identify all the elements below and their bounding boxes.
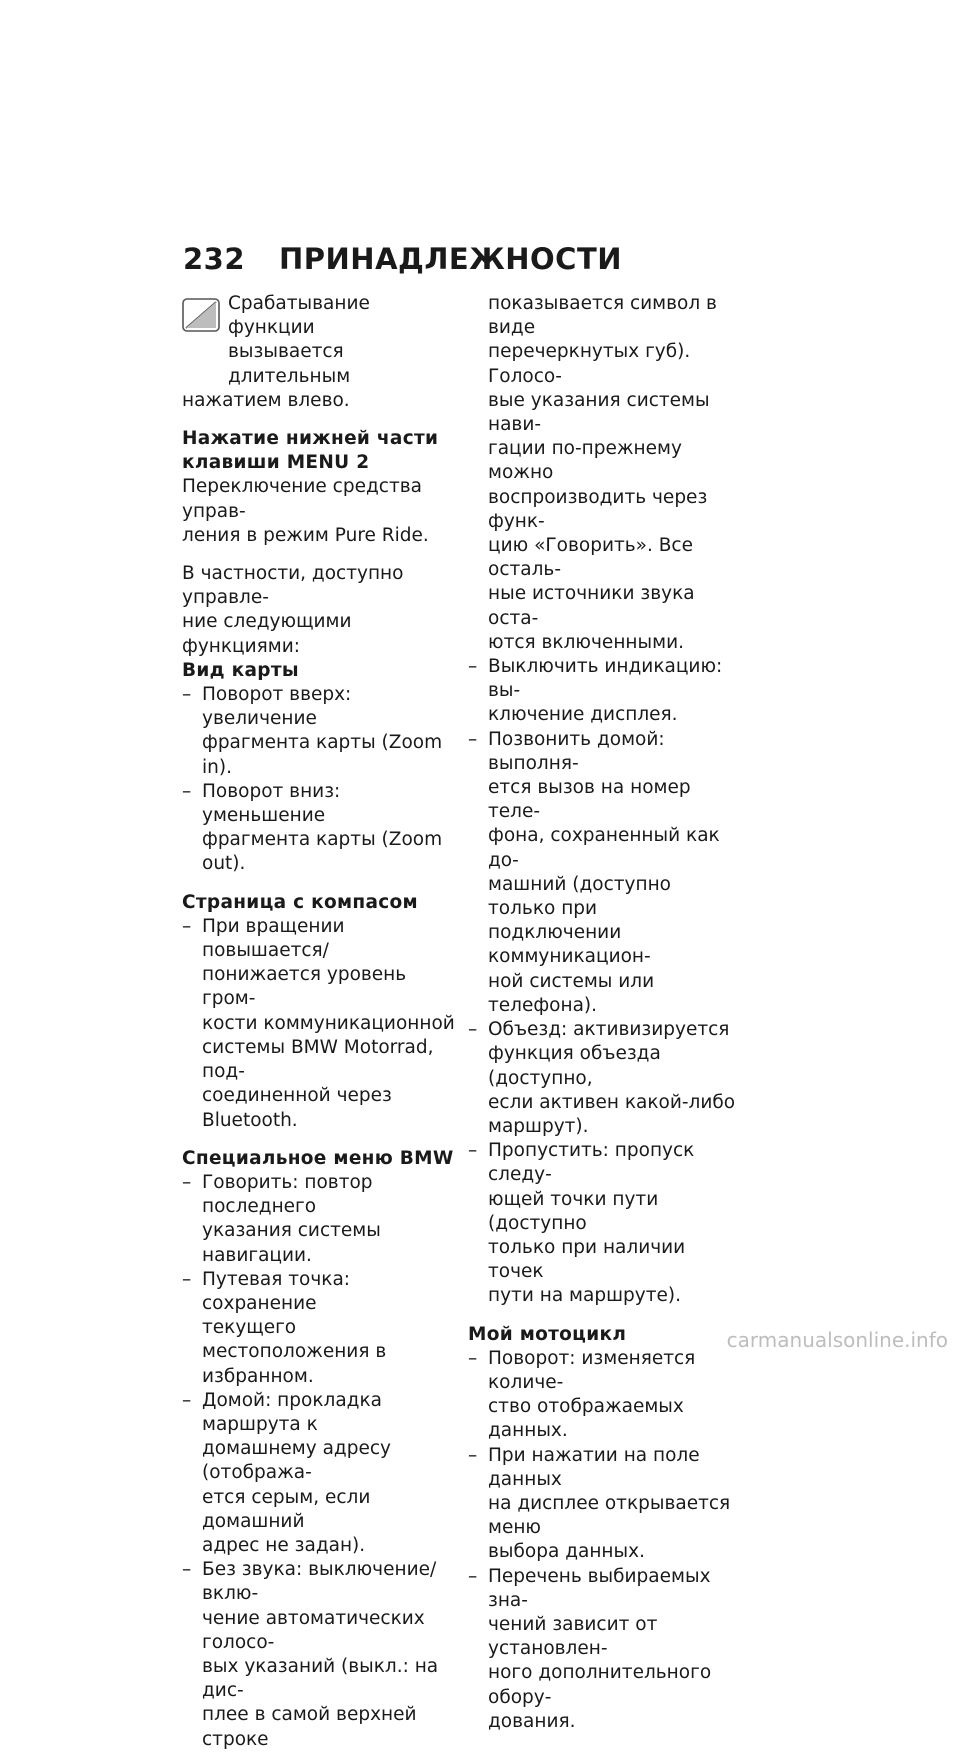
list-item: – Поворот вниз: уменьшение фрагмента карты (Zoom out). <box>182 780 458 877</box>
section-heading: Страница с компасом <box>182 891 418 913</box>
page-number: 232 <box>183 242 246 276</box>
note-line: Срабатывание функции <box>228 293 370 339</box>
paragraph-line: ления в режим Pure Ride. <box>182 524 429 546</box>
list-item-continuation: показывается символ в виде перечеркнутых губ). Голосо- вые указания системы нави- гации по-прежнему можно воспроизводить через функ- цию «Говорить». Все осталь- ные источники звука оста- ются включенными. <box>488 293 717 653</box>
bullet-list <box>182 915 458 1133</box>
right-column <box>468 292 744 1734</box>
paragraph-line: В частности, доступно управле- <box>182 563 404 609</box>
page-title: ПРИНАДЛЕЖНОСТИ <box>279 242 622 276</box>
paragraph-line: Переключение средства управ- <box>182 476 422 522</box>
list-item: – Говорить: повтор последнего указания системы навигации. <box>182 1171 458 1268</box>
list-item: – Домой: прокладка маршрута к домашнему адресу (отобража- ется серым, если домашний адрес не задан). <box>182 1389 458 1558</box>
note-icon <box>182 298 220 332</box>
watermark: carmanualsonline.info <box>726 1328 948 1352</box>
note-block <box>182 292 458 413</box>
bullet-list <box>182 683 458 877</box>
list-item: – Поворот: изменяется количе- ство отображаемых данных. <box>468 1347 744 1444</box>
section-heading: Специальное меню BMW <box>182 1147 454 1169</box>
list-item: – Позвонить домой: выполня- ется вызов на номер теле- фона, сохраненный как до- машний (доступно только при подключении коммуникацион- ной системы или телефона). <box>468 728 744 1018</box>
list-item: – Выключить индикацию: вы- ключение дисплея. <box>468 655 744 728</box>
bullet-list <box>468 655 744 1308</box>
list-item: – Объезд: активизируется функция объезда (доступно, если активен какой-либо маршрут). <box>468 1018 744 1139</box>
list-item: – Перечень выбираемых зна- чений зависит от установлен- ного дополнительного обору- дования. <box>468 1565 744 1734</box>
section-heading: клавиши MENU 2 <box>182 452 370 474</box>
list-item: – Пропустить: пропуск следу- ющей точки пути (доступно только при наличии точек пути на маршруте). <box>468 1139 744 1308</box>
section-heading: Мой мотоцикл <box>468 1323 627 1345</box>
page-header <box>183 242 622 276</box>
note-line: нажатием влево. <box>182 389 350 411</box>
list-item: – Путевая точка: сохранение текущего местоположения в избранном. <box>182 1268 458 1389</box>
note-line: вызывается длительным <box>228 341 351 387</box>
list-item: – При нажатии на поле данных на дисплее открывается меню выбора данных. <box>468 1444 744 1565</box>
bullet-list <box>182 1171 458 1752</box>
list-item: – Поворот вверх: увеличение фрагмента карты (Zoom in). <box>182 683 458 780</box>
list-item: – При вращении повышается/ понижается уровень гром- кости коммуникационной системы BMW Motorrad, под- соединенной через Bluetooth. <box>182 915 458 1133</box>
list-item: – Без звука: выключение/вклю- чение автоматических голосо- вых указаний (выкл.: на дис- плее в самой верхней строке <box>182 1558 458 1752</box>
section-heading: Вид карты <box>182 659 299 681</box>
left-column <box>182 292 458 1752</box>
bullet-list <box>468 1347 744 1734</box>
paragraph-line: ние следующими функциями: <box>182 611 352 657</box>
section-heading: Нажатие нижней части <box>182 428 439 450</box>
